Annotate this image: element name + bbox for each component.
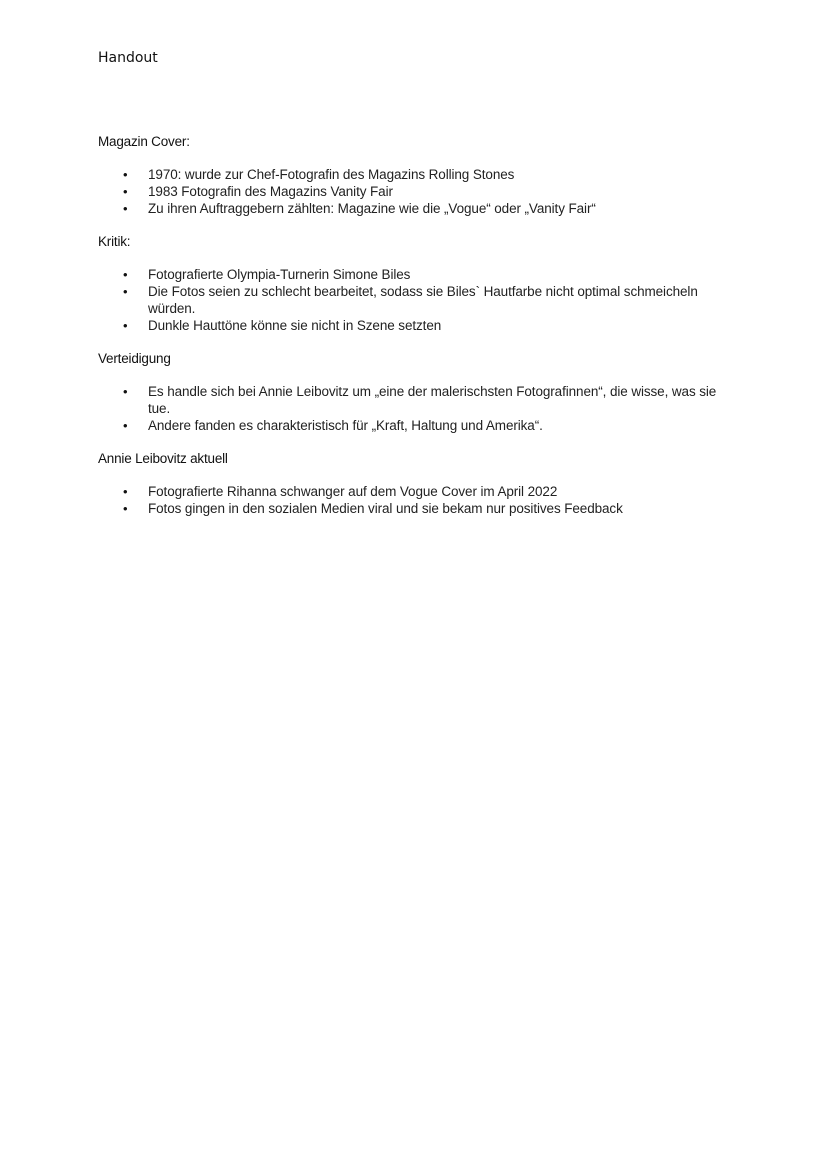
list-item: • Zu ihren Auftraggebern zählten: Magazine wie die „Vogue“ oder „Vanity Fair“ xyxy=(98,200,738,217)
section-heading-kritik: Kritik: xyxy=(98,234,131,249)
list-item: • Die Fotos seien zu schlecht bearbeitet, sodass sie Biles` Hautfarbe nicht optimal schmeicheln würden. xyxy=(98,283,738,317)
aktuell-list xyxy=(98,483,738,517)
section-heading-magazin-cover: Magazin Cover: xyxy=(98,134,190,149)
document-body xyxy=(98,133,738,533)
list-item: • Dunkle Hauttöne könne sie nicht in Szene setzten xyxy=(98,317,738,334)
verteidigung-list xyxy=(98,383,738,434)
list-item: • 1970: wurde zur Chef-Fotografin des Magazins Rolling Stones xyxy=(98,166,738,183)
list-item: • Fotos gingen in den sozialen Medien viral und sie bekam nur positives Feedback xyxy=(98,500,738,517)
page-header-title: Handout xyxy=(98,50,158,66)
section-heading-verteidigung: Verteidigung xyxy=(98,351,171,366)
list-item: • Es handle sich bei Annie Leibovitz um „eine der malerischsten Fotografinnen“, die wisse, was sie tue. xyxy=(98,383,738,417)
kritik-list xyxy=(98,266,738,334)
section-heading-annie-leibovitz-aktuell: Annie Leibovitz aktuell xyxy=(98,451,228,466)
list-item: • Fotografierte Olympia-Turnerin Simone Biles xyxy=(98,266,738,283)
list-item: • Andere fanden es charakteristisch für „Kraft, Haltung und Amerika“. xyxy=(98,417,738,434)
list-item: • Fotografierte Rihanna schwanger auf dem Vogue Cover im April 2022 xyxy=(98,483,738,500)
magazin-cover-list xyxy=(98,166,738,217)
list-item: • 1983 Fotografin des Magazins Vanity Fair xyxy=(98,183,738,200)
